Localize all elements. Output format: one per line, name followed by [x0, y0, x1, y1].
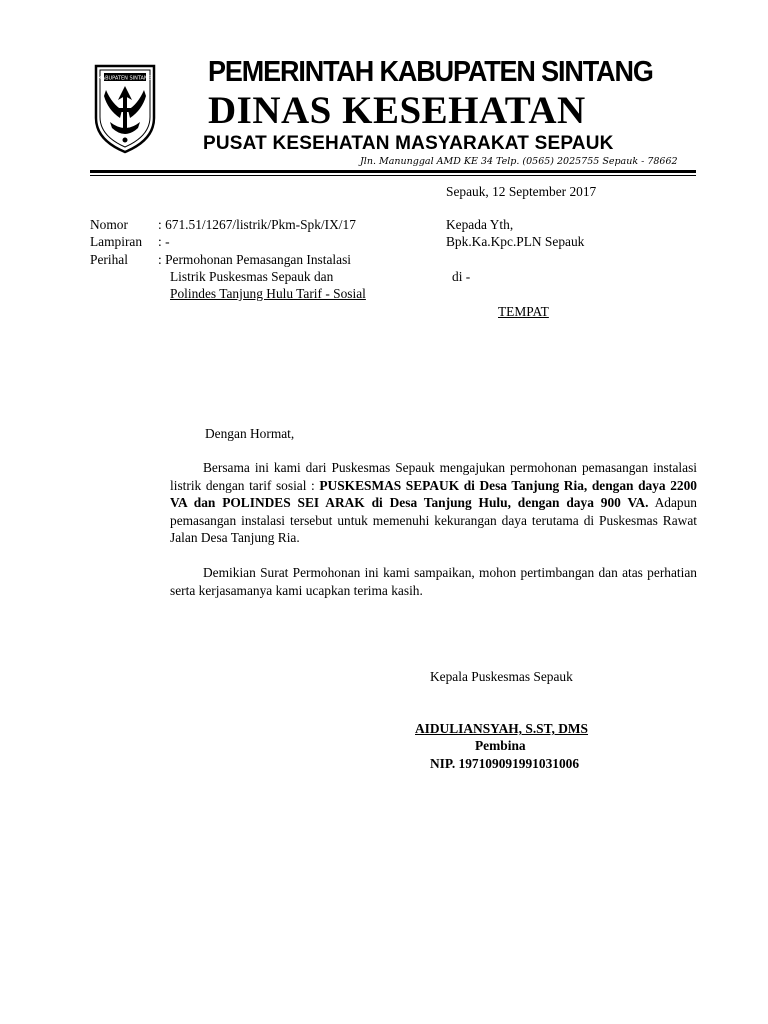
letter-date: Sepauk, 12 September 2017 — [446, 184, 597, 199]
body-p1-intro: Bersama ini kami dari Puskesmas Sepauk mengajukan permohonan pemasangan instalasi listrik dengan tarif sosial : — [170, 460, 697, 493]
recipient-place: TEMPAT — [498, 304, 549, 319]
letterhead-puskesmas: PUSAT KESEHATAN MASYARAKAT SEPAUK — [203, 133, 614, 154]
body-paragraph-1 — [170, 459, 697, 547]
perihal-value-line3: Polindes Tanjung Hulu Tarif - Sosial — [170, 286, 366, 301]
nomor-value: : 671.51/1267/listrik/Pkm-Spk/IX/17 — [158, 217, 356, 232]
nomor-label: Nomor — [90, 217, 128, 232]
perihal-value-line2: Listrik Puskesmas Sepauk dan — [170, 269, 334, 284]
recipient-name: Bpk.Ka.Kpc.PLN Sepauk — [446, 234, 585, 249]
lampiran-value: : - — [158, 234, 170, 249]
salutation: Dengan Hormat, — [205, 426, 295, 441]
perihal-value-line1: : Permohonan Pemasangan Instalasi — [158, 252, 352, 267]
body-p2: Demikian Surat Permohonan ini kami sampaikan, mohon pertimbangan dan atas perhatian serta kerjasamanya kami ucapkan terima kasih. — [170, 565, 697, 598]
letterhead-department: DINAS KESEHATAN — [208, 89, 586, 132]
body-p1-bold: PUSKESMAS SEPAUK di Desa Tanjung Ria, dengan daya 2200 VA dan POLINDES SEI ARAK di Desa Tanjung Hulu, dengan daya 900 VA. — [170, 477, 697, 510]
signature-name: AIDULIANSYAH, S.ST, DMS — [415, 721, 589, 736]
signature-rank: Pembina — [475, 738, 526, 753]
header-rule-thin — [90, 175, 696, 176]
signature-position: Kepala Puskesmas Sepauk — [430, 669, 573, 684]
perihal-label: Perihal — [90, 252, 128, 267]
body-p1-rest: Adapun pemasangan instalasi tersebut untuk memenuhi kekurangan daya terutama di Puskesmas Rawat Jalan Desa Tanjung Ria. — [170, 495, 697, 545]
body-paragraph-2 — [170, 564, 697, 599]
letterhead-address: Jln. Manunggal AMD KE 34 Telp. (0565) 2025755 Sepauk - 78662 — [360, 156, 678, 167]
recipient-di: di - — [452, 269, 471, 284]
letterhead-government: PEMERINTAH KABUPATEN SINTANG — [208, 56, 653, 88]
header-rule-thick — [90, 170, 696, 173]
signature-nip: NIP. 197109091991031006 — [430, 756, 580, 771]
lampiran-label: Lampiran — [90, 234, 143, 249]
recipient-greeting: Kepada Yth, — [446, 217, 514, 232]
kabupaten-sintang-emblem-icon — [92, 60, 158, 154]
emblem-label: KABUPATEN SINTANG — [98, 75, 152, 82]
